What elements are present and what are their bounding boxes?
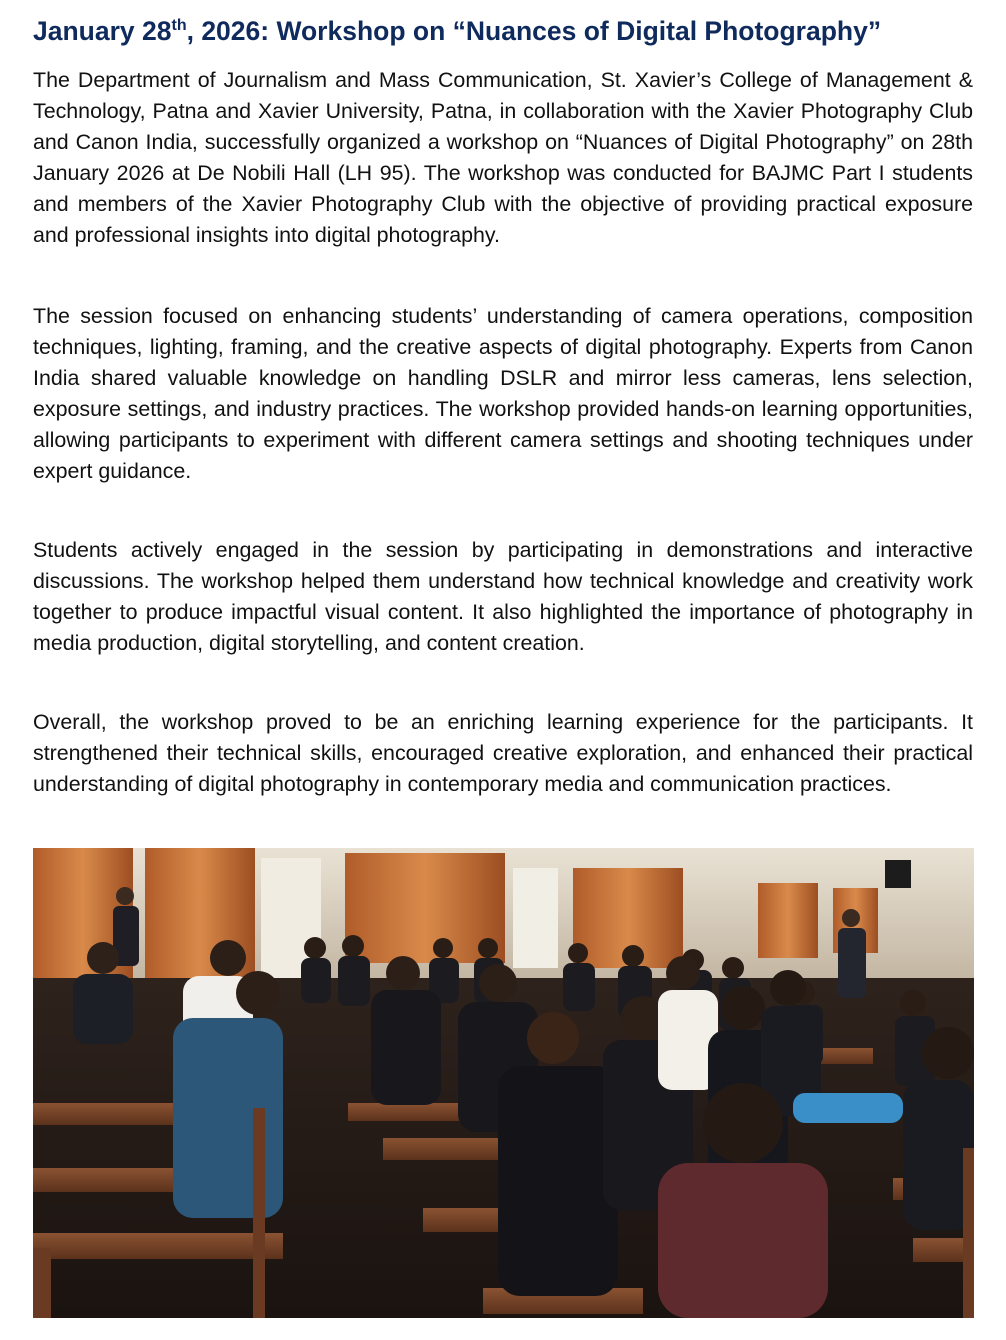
article-title: [33, 12, 983, 50]
paragraph-intro: The Department of Journalism and Mass Communication, St. Xavier’s College of Management & Technology, Patna and Xavier University, Patna, in collaboration with the Xavier Photography Club and Canon India, successfully organized a workshop on “Nuances of Digital Photography” on 28th January 2026 at De Nobili Hall (LH 95). The workshop was conducted for BAJMC Part I students and members of the Xavier Photography Club with the objective of providing practical exposure and professional insights into digital photography.: [33, 68, 973, 247]
title-text: , 2026: Workshop on “Nuances of Digital Photography”: [186, 16, 882, 46]
paragraph-conclusion: Overall, the workshop proved to be an enriching learning experience for the participants. It strengthened their technical skills, encouraged creative exploration, and enhanced their practical understanding of digital photography in contemporary media and communication practices.: [33, 710, 973, 796]
wall-speaker: [885, 860, 911, 888]
workshop-photo: [33, 848, 974, 1318]
title-date-ordinal: th: [171, 17, 187, 35]
paragraph-session: The session focused on enhancing students’ understanding of camera operations, composition techniques, lighting, framing, and the creative aspects of digital photography. Experts from Canon India shared valuable knowledge on handling DSLR and mirror less cameras, lens selection, exposure settings, and industry practices. The workshop provided hands-on learning opportunities, allowing participants to experiment with different camera settings and shooting techniques under expert guidance.: [33, 304, 973, 483]
title-date: January 28: [33, 16, 172, 46]
workshop-photo-illustration: [33, 848, 974, 1318]
paragraph-engagement: Students actively engaged in the session by participating in demonstrations and interactive discussions. The workshop helped them understand how technical knowledge and creativity work together to produce impactful visual content. It also highlighted the importance of photography in media production, digital storytelling, and content creation.: [33, 538, 973, 655]
